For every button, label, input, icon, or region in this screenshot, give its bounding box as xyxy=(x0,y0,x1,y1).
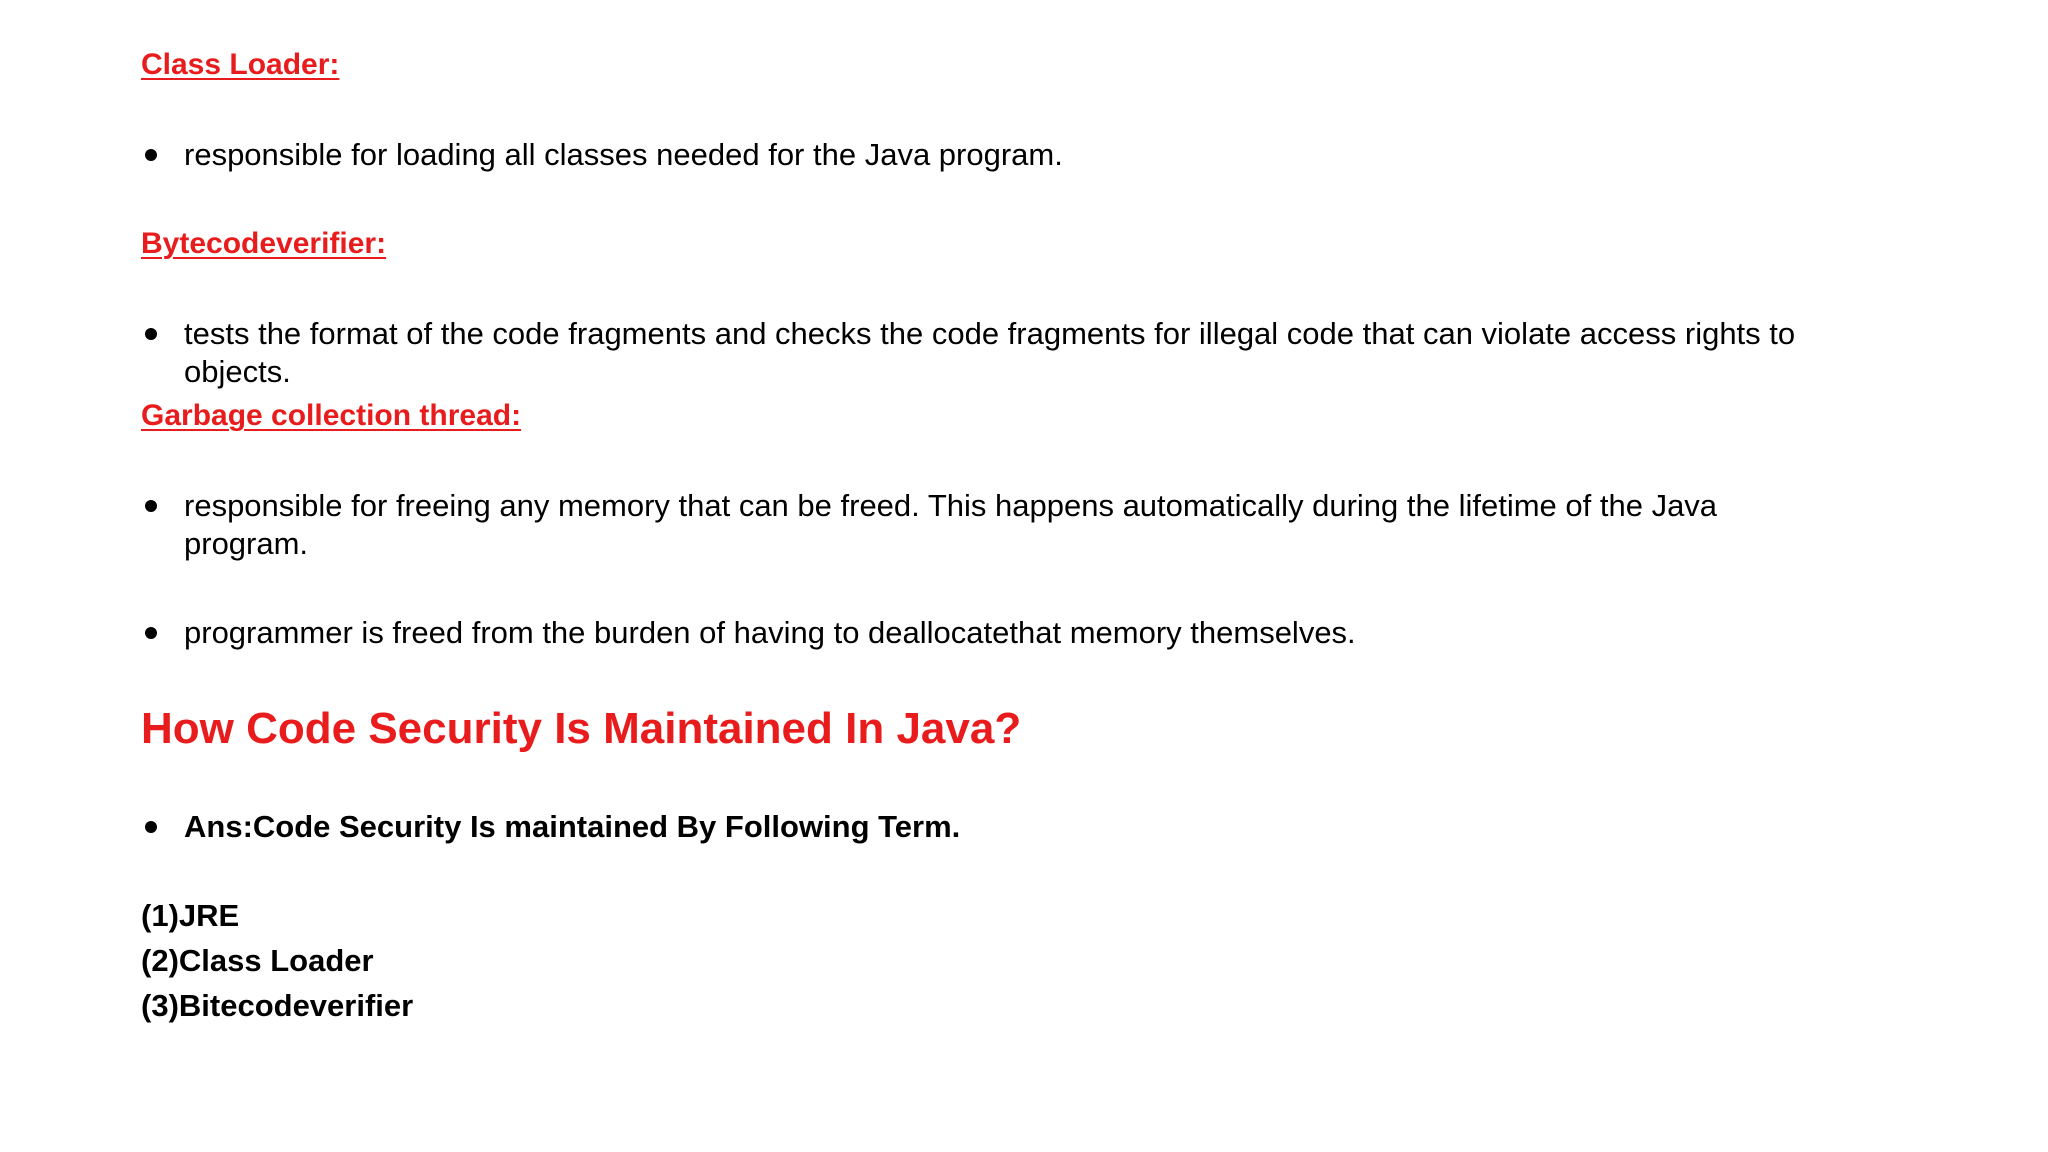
bullet-text: programmer is freed from the burden of having to deallocatethat memory themselves. xyxy=(184,615,1356,650)
bullet-text: tests the format of the code fragments and checks the code fragments for illegal code that can violate access rights to objects. xyxy=(184,316,1796,389)
bullet-text: responsible for freeing any memory that can be freed. This happens automatically during the lifetime of the Java program. xyxy=(184,488,1718,561)
bullet-dot-icon xyxy=(145,821,157,833)
bullet-class-loader-1 xyxy=(141,136,1821,174)
security-item-jre: (1)JRE xyxy=(141,898,240,933)
section-heading-bytecodeverifier: Bytecodeverifier: xyxy=(141,227,387,260)
security-item-class-loader: (2)Class Loader xyxy=(141,943,374,978)
bullet-text: responsible for loading all classes needed for the Java program. xyxy=(184,137,1063,172)
bullet-garbage-collection-1 xyxy=(141,487,1821,563)
security-item-bitecodeverifier: (3)Bitecodeverifier xyxy=(141,988,414,1023)
bullet-bytecodeverifier-1 xyxy=(141,315,1821,391)
bullet-security-answer xyxy=(141,808,1821,846)
bullet-dot-icon xyxy=(145,149,157,161)
section-heading-garbage-collection: Garbage collection thread: xyxy=(141,399,522,432)
bullet-dot-icon xyxy=(145,627,157,639)
section-heading-class-loader: Class Loader: xyxy=(141,48,340,81)
bullet-dot-icon xyxy=(145,500,157,512)
bullet-garbage-collection-2 xyxy=(141,614,1821,652)
bullet-dot-icon xyxy=(145,328,157,340)
security-title: How Code Security Is Maintained In Java? xyxy=(141,704,1022,753)
bullet-text: Ans:Code Security Is maintained By Following Term. xyxy=(184,809,961,844)
